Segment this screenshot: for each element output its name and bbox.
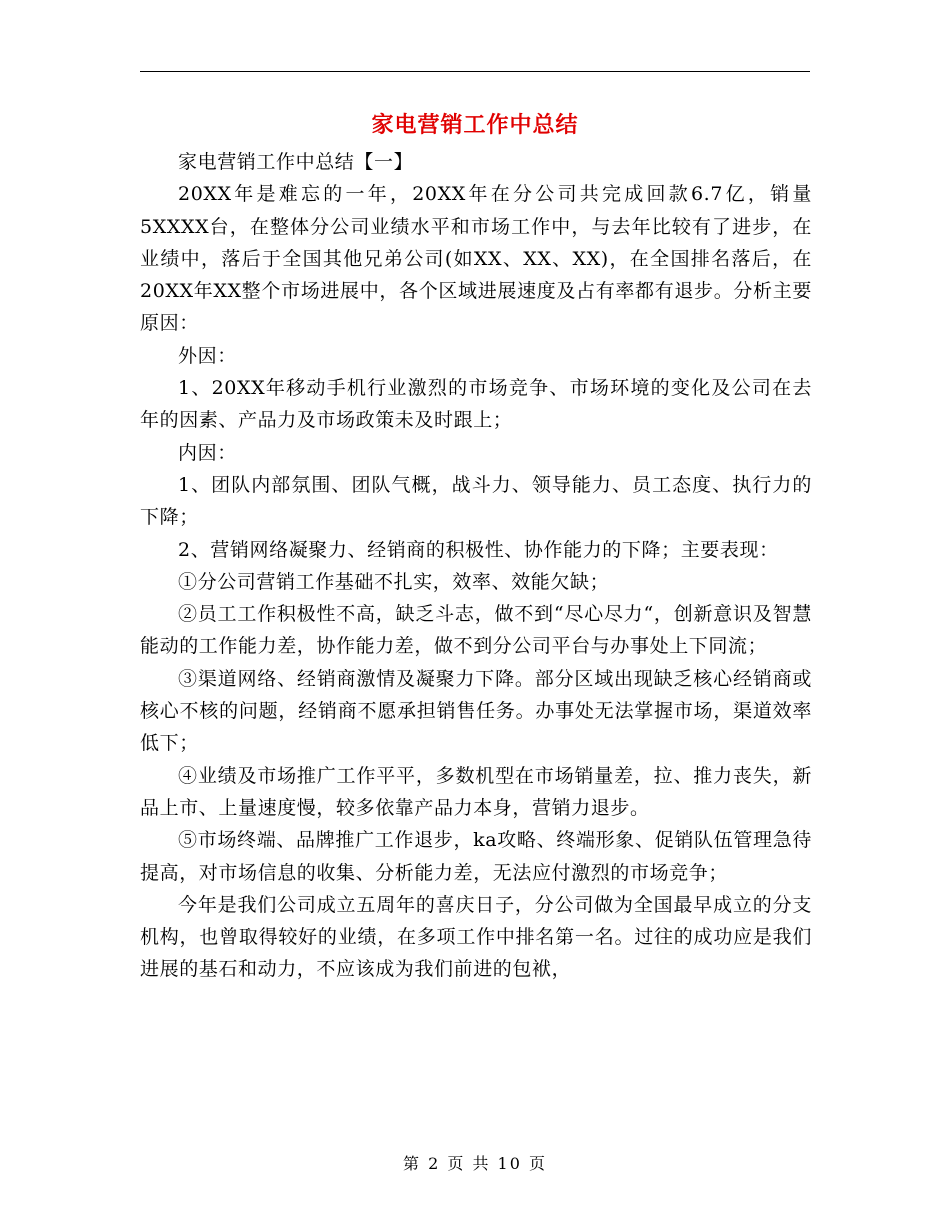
label-external-causes: 外因： xyxy=(178,344,237,367)
external-cause-1: 1、20XX年移动手机行业激烈的市场竞争、市场环境的变化及公司在去年的因素、产品力及市场政策未及时跟上； xyxy=(140,377,812,432)
internal-cause-2: 2、营销网络凝聚力、经销商的积极性、协作能力的下降；主要表现： xyxy=(178,538,779,561)
paragraph-anniversary: 今年是我们公司成立五周年的喜庆日子，分公司做为全国最早成立的分支机构，也曾取得较好的业绩，在多项工作中排名第一名。过往的成功应是我们进展的基石和动力，不应该成为我们前进的包袱， xyxy=(140,893,812,981)
label-internal-causes: 内因： xyxy=(178,441,237,464)
section-heading: 家电营销工作中总结【一】 xyxy=(178,151,414,173)
manifestation-2: ②员工工作积极性不高，缺乏斗志，做不到“尽心尽力“，创新意识及智慧能动的工作能力差，协作能力差，做不到分公司平台与办事处上下同流； xyxy=(140,603,812,658)
document-title: 家电营销工作中总结 xyxy=(371,112,579,138)
page-number: 第 2 页 共 10 页 xyxy=(403,1154,547,1173)
manifestation-4: ④业绩及市场推广工作平平，多数机型在市场销量差，拉、推力丧失，新品上市、上量速度慢，较多依靠产品力本身，营销力退步。 xyxy=(140,764,812,819)
manifestation-5: ⑤市场终端、品牌推广工作退步，ka攻略、终端形象、促销队伍管理急待提高，对市场信息的收集、分析能力差，无法应付激烈的市场竞争； xyxy=(140,829,812,884)
manifestation-1: ①分公司营销工作基础不扎实，效率、效能欠缺； xyxy=(178,570,610,593)
internal-cause-1: 1、团队内部氛围、团队气概，战斗力、领导能力、员工态度、执行力的下降； xyxy=(140,473,812,529)
manifestation-3: ③渠道网络、经销商激情及凝聚力下降。部分区域出现缺乏核心经销商或核心不核的问题，经销商不愿承担销售任务。办事处无法掌握市场，渠道效率低下； xyxy=(140,667,812,755)
paragraph-intro: 20XX年是难忘的一年，20XX年在分公司共完成回款6.7亿，销量5XXXX台，在整体分公司业绩水平和市场工作中，与去年比较有了进步，在业绩中，落后于全国其他兄弟公司(如XX、XX、XX)，在全国排名落后，在20XX年XX整个市场进展中，各个区域进展速度及占有率都有退步。分析主要原因： xyxy=(140,183,812,335)
document-body xyxy=(140,146,812,986)
header-rule xyxy=(140,71,810,72)
